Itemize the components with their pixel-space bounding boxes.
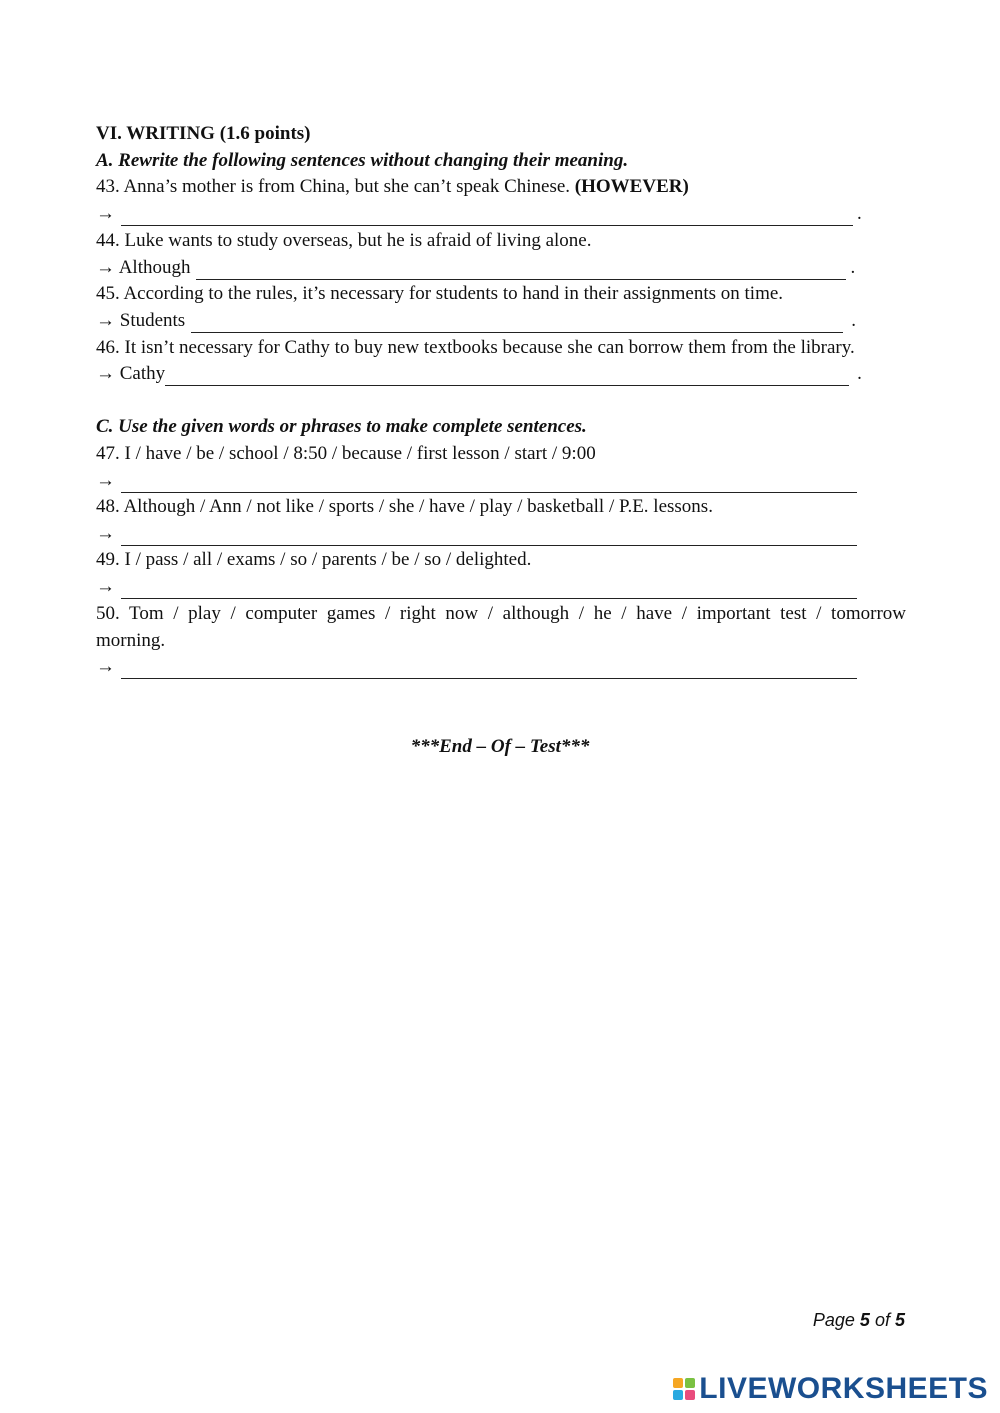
answer-46-row: → Cathy . (96, 363, 862, 384)
answer-45-row: → Students . (96, 310, 856, 331)
answer-45-blank[interactable] (191, 314, 843, 333)
part-c-title: C. Use the given words or phrases to make complete sentences. (96, 416, 587, 437)
answer-43-row: → . (96, 203, 862, 224)
section-title: VI. WRITING (1.6 points) (96, 123, 311, 144)
liveworksheets-icon (673, 1378, 695, 1400)
answer-50-blank[interactable] (121, 660, 857, 679)
answer-48-blank[interactable] (121, 527, 857, 546)
logo-square-4 (685, 1390, 695, 1400)
answer-44-row: → Although . (96, 257, 856, 278)
question-43: 43. Anna’s mother is from China, but she can’t speak Chinese. (HOWEVER) (96, 176, 689, 197)
question-50: 50. Tom / play / computer games / right now / although / he / have / important test / tomorrow (96, 603, 906, 624)
logo-square-1 (673, 1378, 683, 1388)
answer-50-row: → (96, 655, 906, 679)
page-number: Page 5 of 5 (812, 1310, 905, 1330)
question-49: 49. I / pass / all / exams / so / parents / be / so / delighted. (96, 549, 532, 570)
logo-square-2 (685, 1378, 695, 1388)
answer-47-blank[interactable] (121, 474, 857, 493)
answer-44-blank[interactable] (196, 261, 846, 280)
answer-49-row: → (96, 575, 906, 599)
logo-square-3 (673, 1390, 683, 1400)
end-of-test: ***End – Of – Test*** (410, 736, 590, 757)
question-45: 45. According to the rules, it’s necessary for students to hand in their assignments on time. (96, 283, 784, 304)
question-44: 44. Luke wants to study overseas, but he is afraid of living alone. (96, 230, 592, 251)
answer-47-row: → (96, 469, 906, 493)
answer-48-row: → (96, 522, 906, 546)
answer-46-blank[interactable] (165, 367, 849, 386)
liveworksheets-logo (673, 1372, 988, 1406)
question-48: 48. Although / Ann / not like / sports / she / have / play / basketball / P.E. lessons. (96, 496, 713, 517)
question-50-continued: morning. (96, 630, 166, 651)
liveworksheets-brand: LIVEWORKSHEETS (699, 1372, 988, 1405)
answer-43-blank[interactable] (121, 207, 853, 226)
keyword-however: (HOWEVER) (574, 176, 689, 197)
question-47: 47. I / have / be / school / 8:50 / because / first lesson / start / 9:00 (96, 443, 596, 464)
answer-49-blank[interactable] (121, 580, 857, 599)
question-46: 46. It isn’t necessary for Cathy to buy new textbooks because she can borrow them from the library. (96, 337, 855, 358)
part-a-title: A. Rewrite the following sentences without changing their meaning. (96, 150, 629, 171)
